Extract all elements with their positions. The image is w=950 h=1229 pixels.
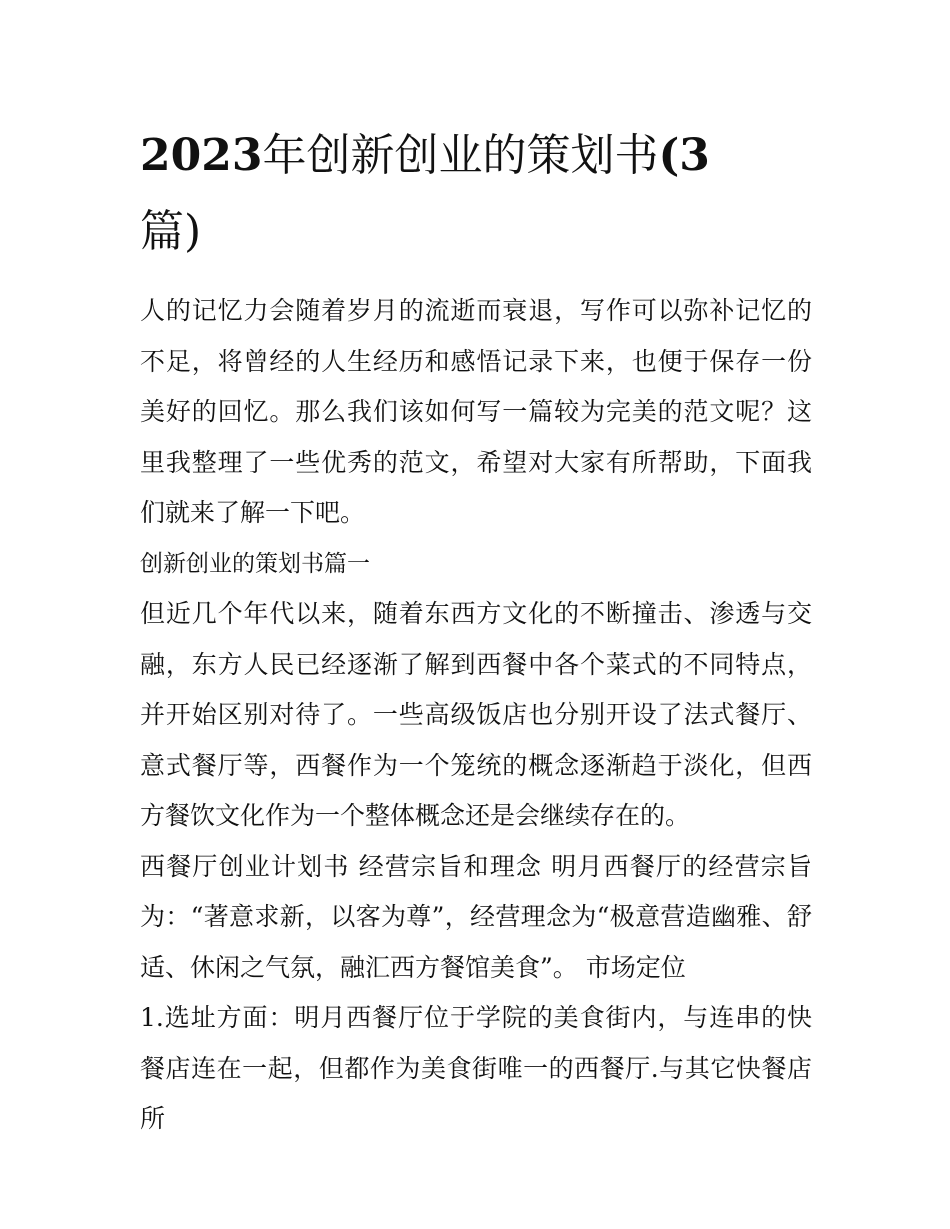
body-paragraph-2: 西餐厅创业计划书 经营宗旨和理念 明月西餐厅的经营宗旨为：“著意求新，以客为尊”，经营理念为“极意营造幽雅、舒适、休闲之气氛，融汇西方餐馆美食”。 市场定位 bbox=[140, 851, 812, 982]
document-page bbox=[140, 118, 812, 1145]
section-heading: 创新创业的策划书篇一 bbox=[140, 550, 370, 577]
title-line2: 篇) bbox=[140, 206, 202, 257]
title-count: (3 bbox=[658, 130, 710, 181]
body-paragraph-1: 但近几个年代以来，随着东西方文化的不断撞击、渗透与交融，东方人民已经逐渐了解到西餐中各个菜式的不同特点，并开始区别对待了。一些高级饭店也分别开设了法式餐厅、意式餐厅等，西餐作为一个笼统的概念逐渐趋于淡化，但西方餐饮文化作为一个整体概念还是会继续存在的。 bbox=[140, 599, 812, 830]
title-main: 年创新创业的策划书 bbox=[262, 130, 659, 181]
body-paragraph-3: 1.选址方面：明月西餐厅位于学院的美食街内，与连串的快餐店连在一起，但都作为美食街唯一的西餐厅.与其它快餐店所 bbox=[140, 1003, 812, 1133]
document-title bbox=[140, 118, 812, 270]
title-year: 2023 bbox=[140, 130, 263, 181]
intro-paragraph: 人的记忆力会随着岁月的流逝而衰退，写作可以弥补记忆的不足，将曾经的人生经历和感悟记录下来，也便于保存一份美好的回忆。那么我们该如何写一篇较为完美的范文呢？这里我整理了一些优秀的范文，希望对大家有所帮助，下面我们就来了解一下吧。 bbox=[140, 296, 812, 527]
